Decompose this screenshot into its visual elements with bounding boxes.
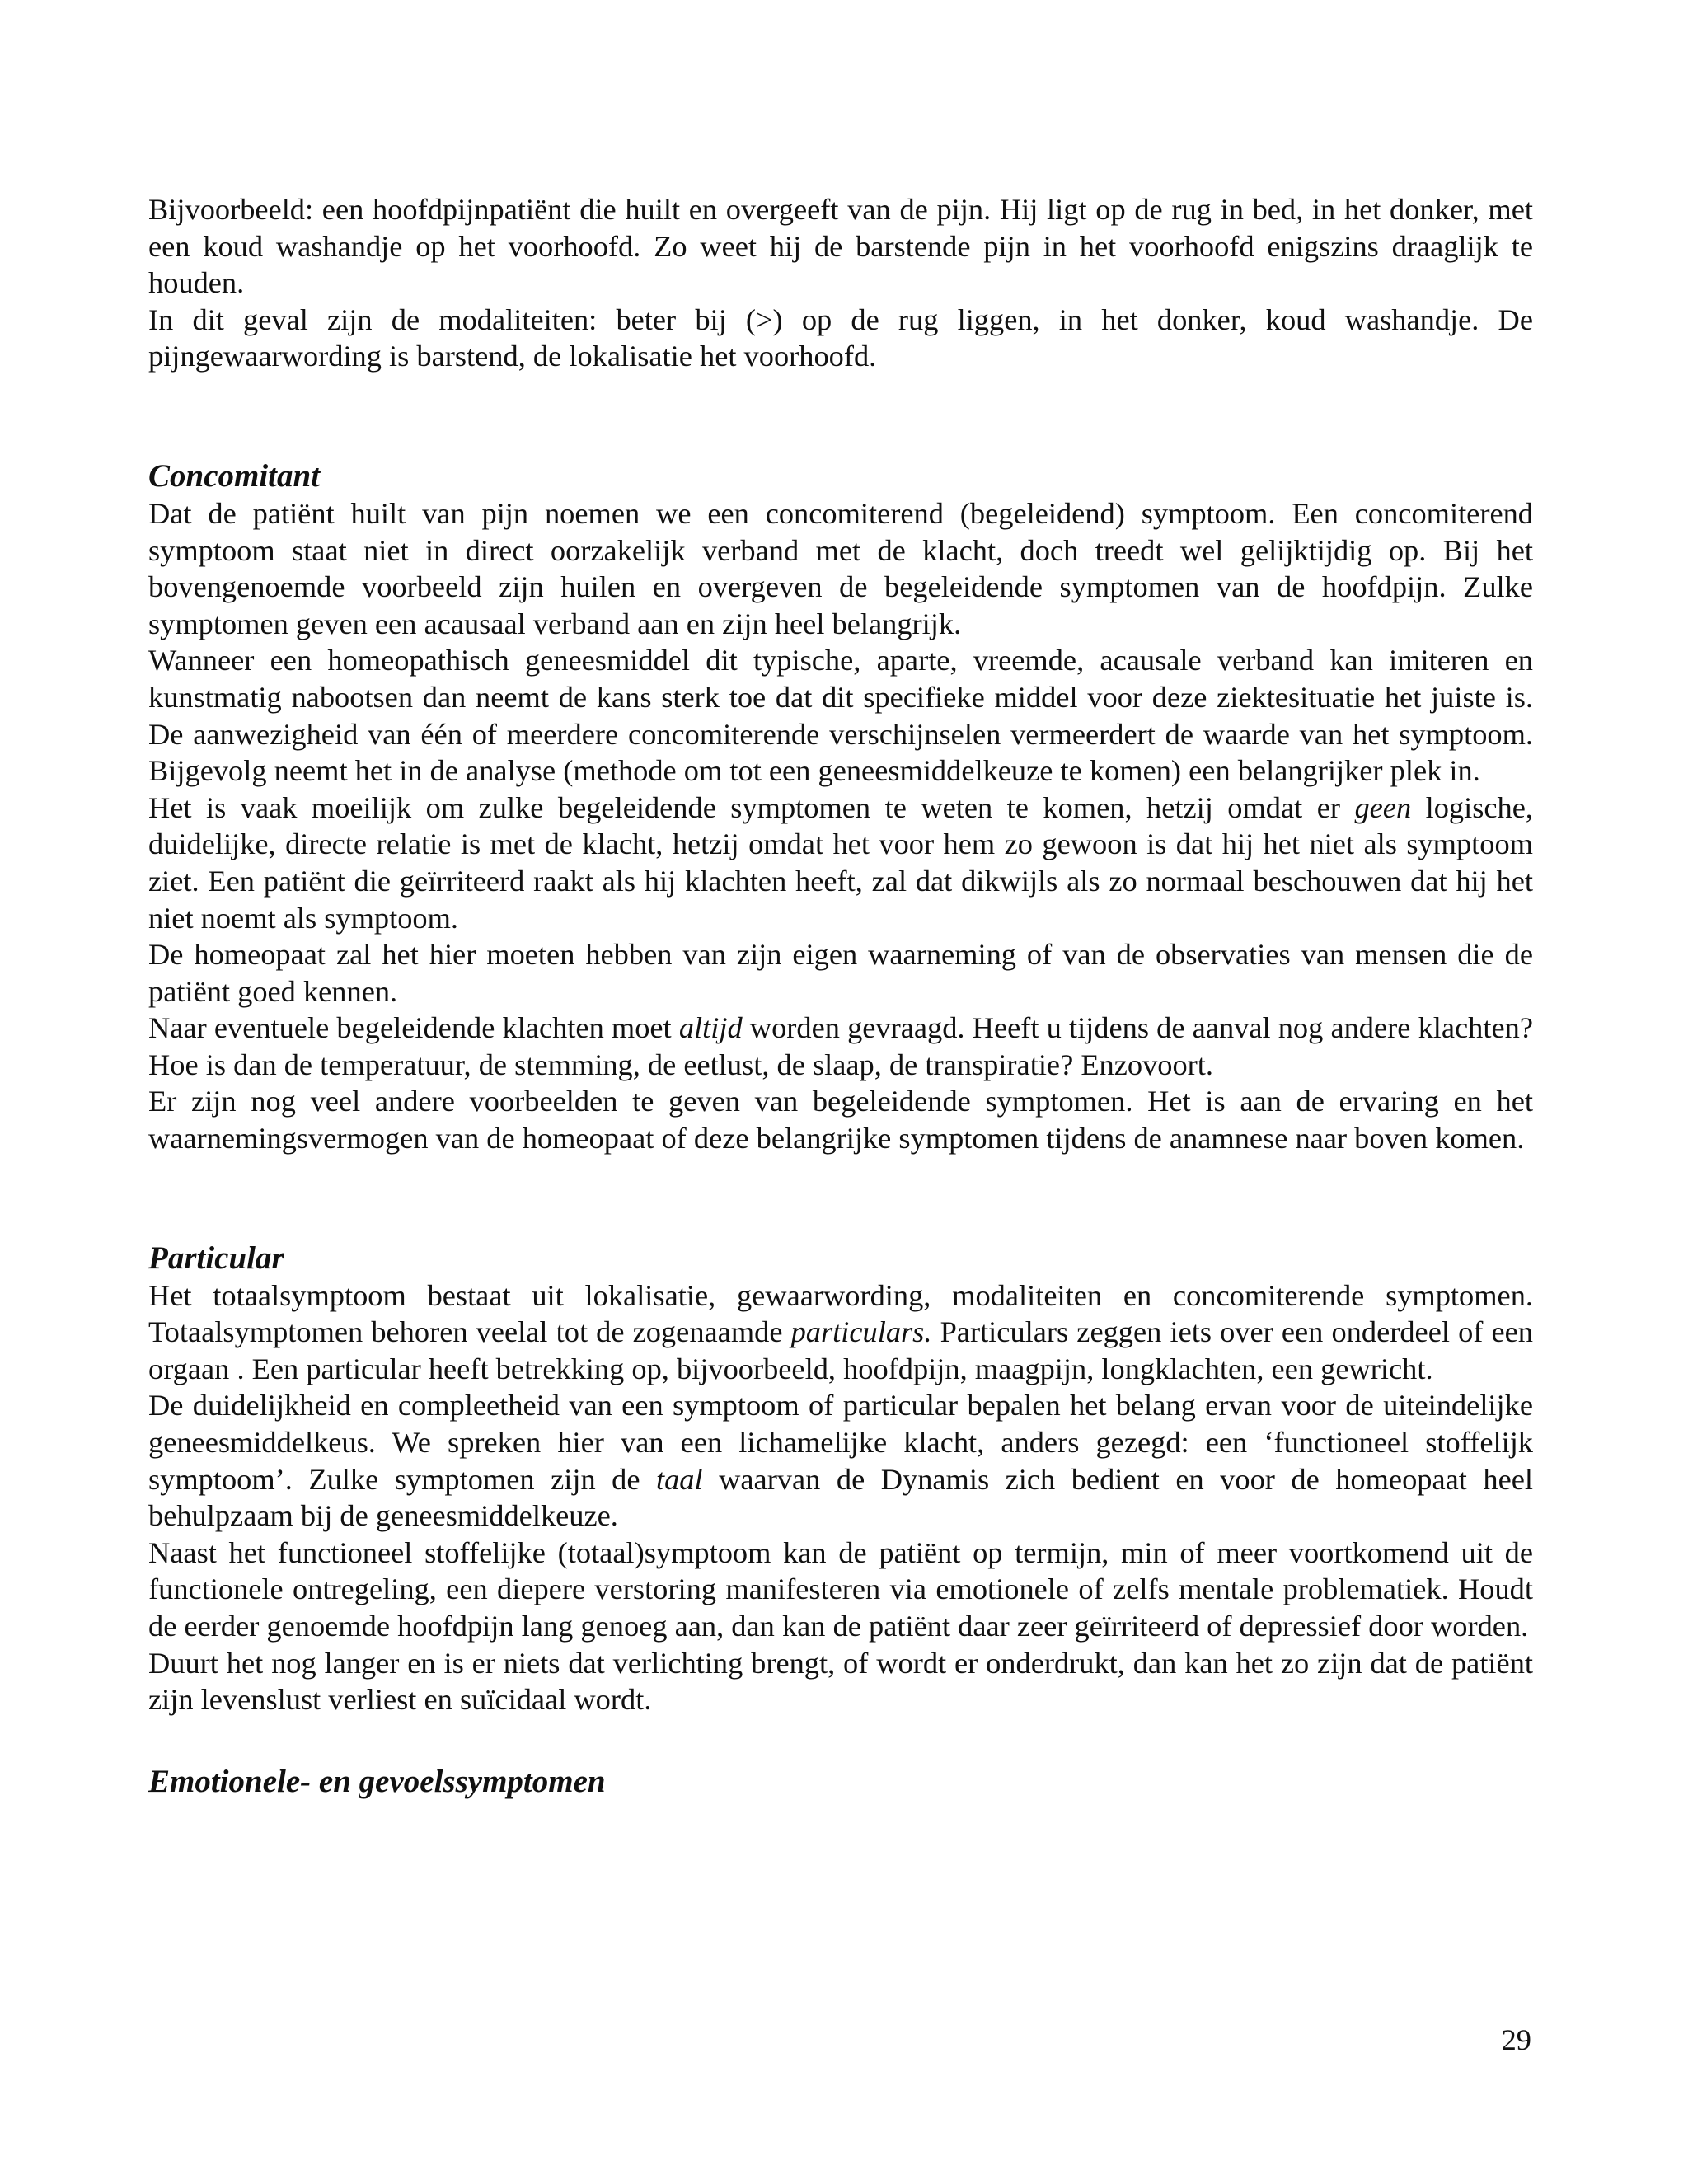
- section-heading-particular: Particular: [148, 1240, 284, 1276]
- particular-paragraph-2: [148, 1387, 1533, 1534]
- section-spacer: [148, 375, 1533, 457]
- emphasis-text: altijd: [678, 1011, 743, 1045]
- intro-paragraph-1: Bijvoorbeeld: een hoofdpijnpatiënt die huilt en overgeeft van de pijn. Hij ligt op de rug in bed, in het donker, met een koud washandje op het voorhoofd. Zo weet hij de barstende pijn in het voorhoofd enigszins draaglijk te houden.: [148, 193, 1533, 300]
- concomitant-paragraph-3: [148, 790, 1533, 936]
- text-run: Naar eventuele begeleidende klachten moet: [148, 1011, 679, 1045]
- emphasis-text: taal: [656, 1462, 703, 1496]
- concomitant-paragraph-1: Dat de patiënt huilt van pijn noemen we een concomiterend (begeleidend) symptoom. Een concomiterend symptoom staat niet in direct oorzakelijk verband met de klacht, doch treedt wel gelijktijdig op. Bij het bovengenoemde voorbeeld zijn huilen en overgeven de begeleidende symptomen van de hoofdpijn. Zulke symptomen geven een acausaal verband aan en zijn heel belangrijk.: [148, 496, 1533, 640]
- particular-paragraph-1: [148, 1277, 1533, 1388]
- document-page: [148, 191, 1533, 1801]
- particular-paragraph-3: Naast het functioneel stoffelijke (totaal)symptoom kan de patiënt op termijn, min of meer voortkomend uit de functionele ontregeling, een diepere verstoring manifesteren via emotionele of zelfs mentale problematiek. Houdt de eerder genoemde hoofdpijn lang genoeg aan, dan kan de patiënt daar zeer geïrriteerd of depressief door worden.: [148, 1535, 1533, 1643]
- text-run: worden gevraagd. Heeft u tijdens de aanval nog andere klachten? Hoe is dan de temperatuur, de stemming, de eetlust, de slaap, de transpiratie? Enzovoort.: [148, 1011, 1533, 1081]
- emphasis-text: particulars.: [790, 1315, 932, 1349]
- concomitant-paragraph-5: [148, 1010, 1533, 1083]
- particular-paragraph-4: Duurt het nog langer en is er niets dat verlichting brengt, of wordt er onderdrukt, dan kan het zo zijn dat de patiënt zijn levenslust verliest en suïcidaal wordt.: [148, 1646, 1533, 1717]
- text-run: logische, duidelijke, directe relatie is met de klacht, hetzij omdat het voor hem zo gewoon is dat hij het niet als symptoom ziet. Een patiënt die geïrriteerd raakt als hij klachten heeft, zal dat dikwijls als zo normaal beschouwen dat hij het niet noemt als symptoom.: [148, 790, 1533, 935]
- emphasis-text: geen: [1354, 790, 1412, 824]
- section-spacer: [148, 1157, 1533, 1240]
- section-heading-concomitant: Concomitant: [148, 457, 321, 494]
- page-number: 29: [1501, 2023, 1531, 2056]
- concomitant-paragraph-6: Er zijn nog veel andere voorbeelden te geven van begeleidende symptomen. Het is aan de ervaring en het waarnemingsvermogen van de homeopaat of deze belangrijke symptomen tijdens de anamnese naar boven komen.: [148, 1085, 1533, 1155]
- text-run: Particulars zeggen iets over een onderdeel of een orgaan . Een particular heeft betrekking op, bijvoorbeeld, hoofdpijn, maagpijn, longklachten, een gewricht.: [148, 1315, 1533, 1385]
- concomitant-paragraph-2: Wanneer een homeopathisch geneesmiddel dit typische, aparte, vreemde, acausale verband kan imiteren en kunstmatig nabootsen dan neemt de kans sterk toe dat dit specifieke middel voor deze ziektesituatie het juiste is. De aanwezigheid van één of meerdere concomiterende verschijnselen vermeerdert de waarde van het symptoom. Bijgevolg neemt het in de analyse (methode om tot een geneesmiddelkeuze te komen) een belangrijker plek in.: [148, 644, 1533, 788]
- text-run: Het is vaak moeilijk om zulke begeleidende symptomen te weten te komen, hetzij omdat er: [148, 790, 1355, 824]
- intro-paragraph-2: In dit geval zijn de modaliteiten: beter bij (>) op de rug liggen, in het donker, koud washandje. De pijngewaarwording is barstend, de lokalisatie het voorhoofd.: [148, 302, 1533, 373]
- text-run: waarvan de Dynamis zich bedient en voor de homeopaat heel behulpzaam bij de geneesmiddelkeuze.: [148, 1462, 1533, 1533]
- section-spacer: [148, 1718, 1533, 1763]
- section-heading-emotional: Emotionele- en gevoelssymptomen: [148, 1763, 606, 1799]
- text-run: Het totaalsymptoom bestaat uit lokalisatie, gewaarwording, modaliteiten en concomiterende symptomen. Totaalsymptomen behoren veelal tot de zogenaamde: [148, 1278, 1533, 1349]
- concomitant-paragraph-4: De homeopaat zal het hier moeten hebben van zijn eigen waarneming of van de observaties van mensen die de patiënt goed kennen.: [148, 938, 1533, 1008]
- text-run: De duidelijkheid en compleetheid van een symptoom of particular bepalen het belang ervan voor de uiteindelijke geneesmiddelkeus. We spreken hier van een lichamelijke klacht, anders gezegd: een ‘functioneel stoffelijk symptoom’. Zulke symptomen zijn de: [148, 1389, 1533, 1496]
